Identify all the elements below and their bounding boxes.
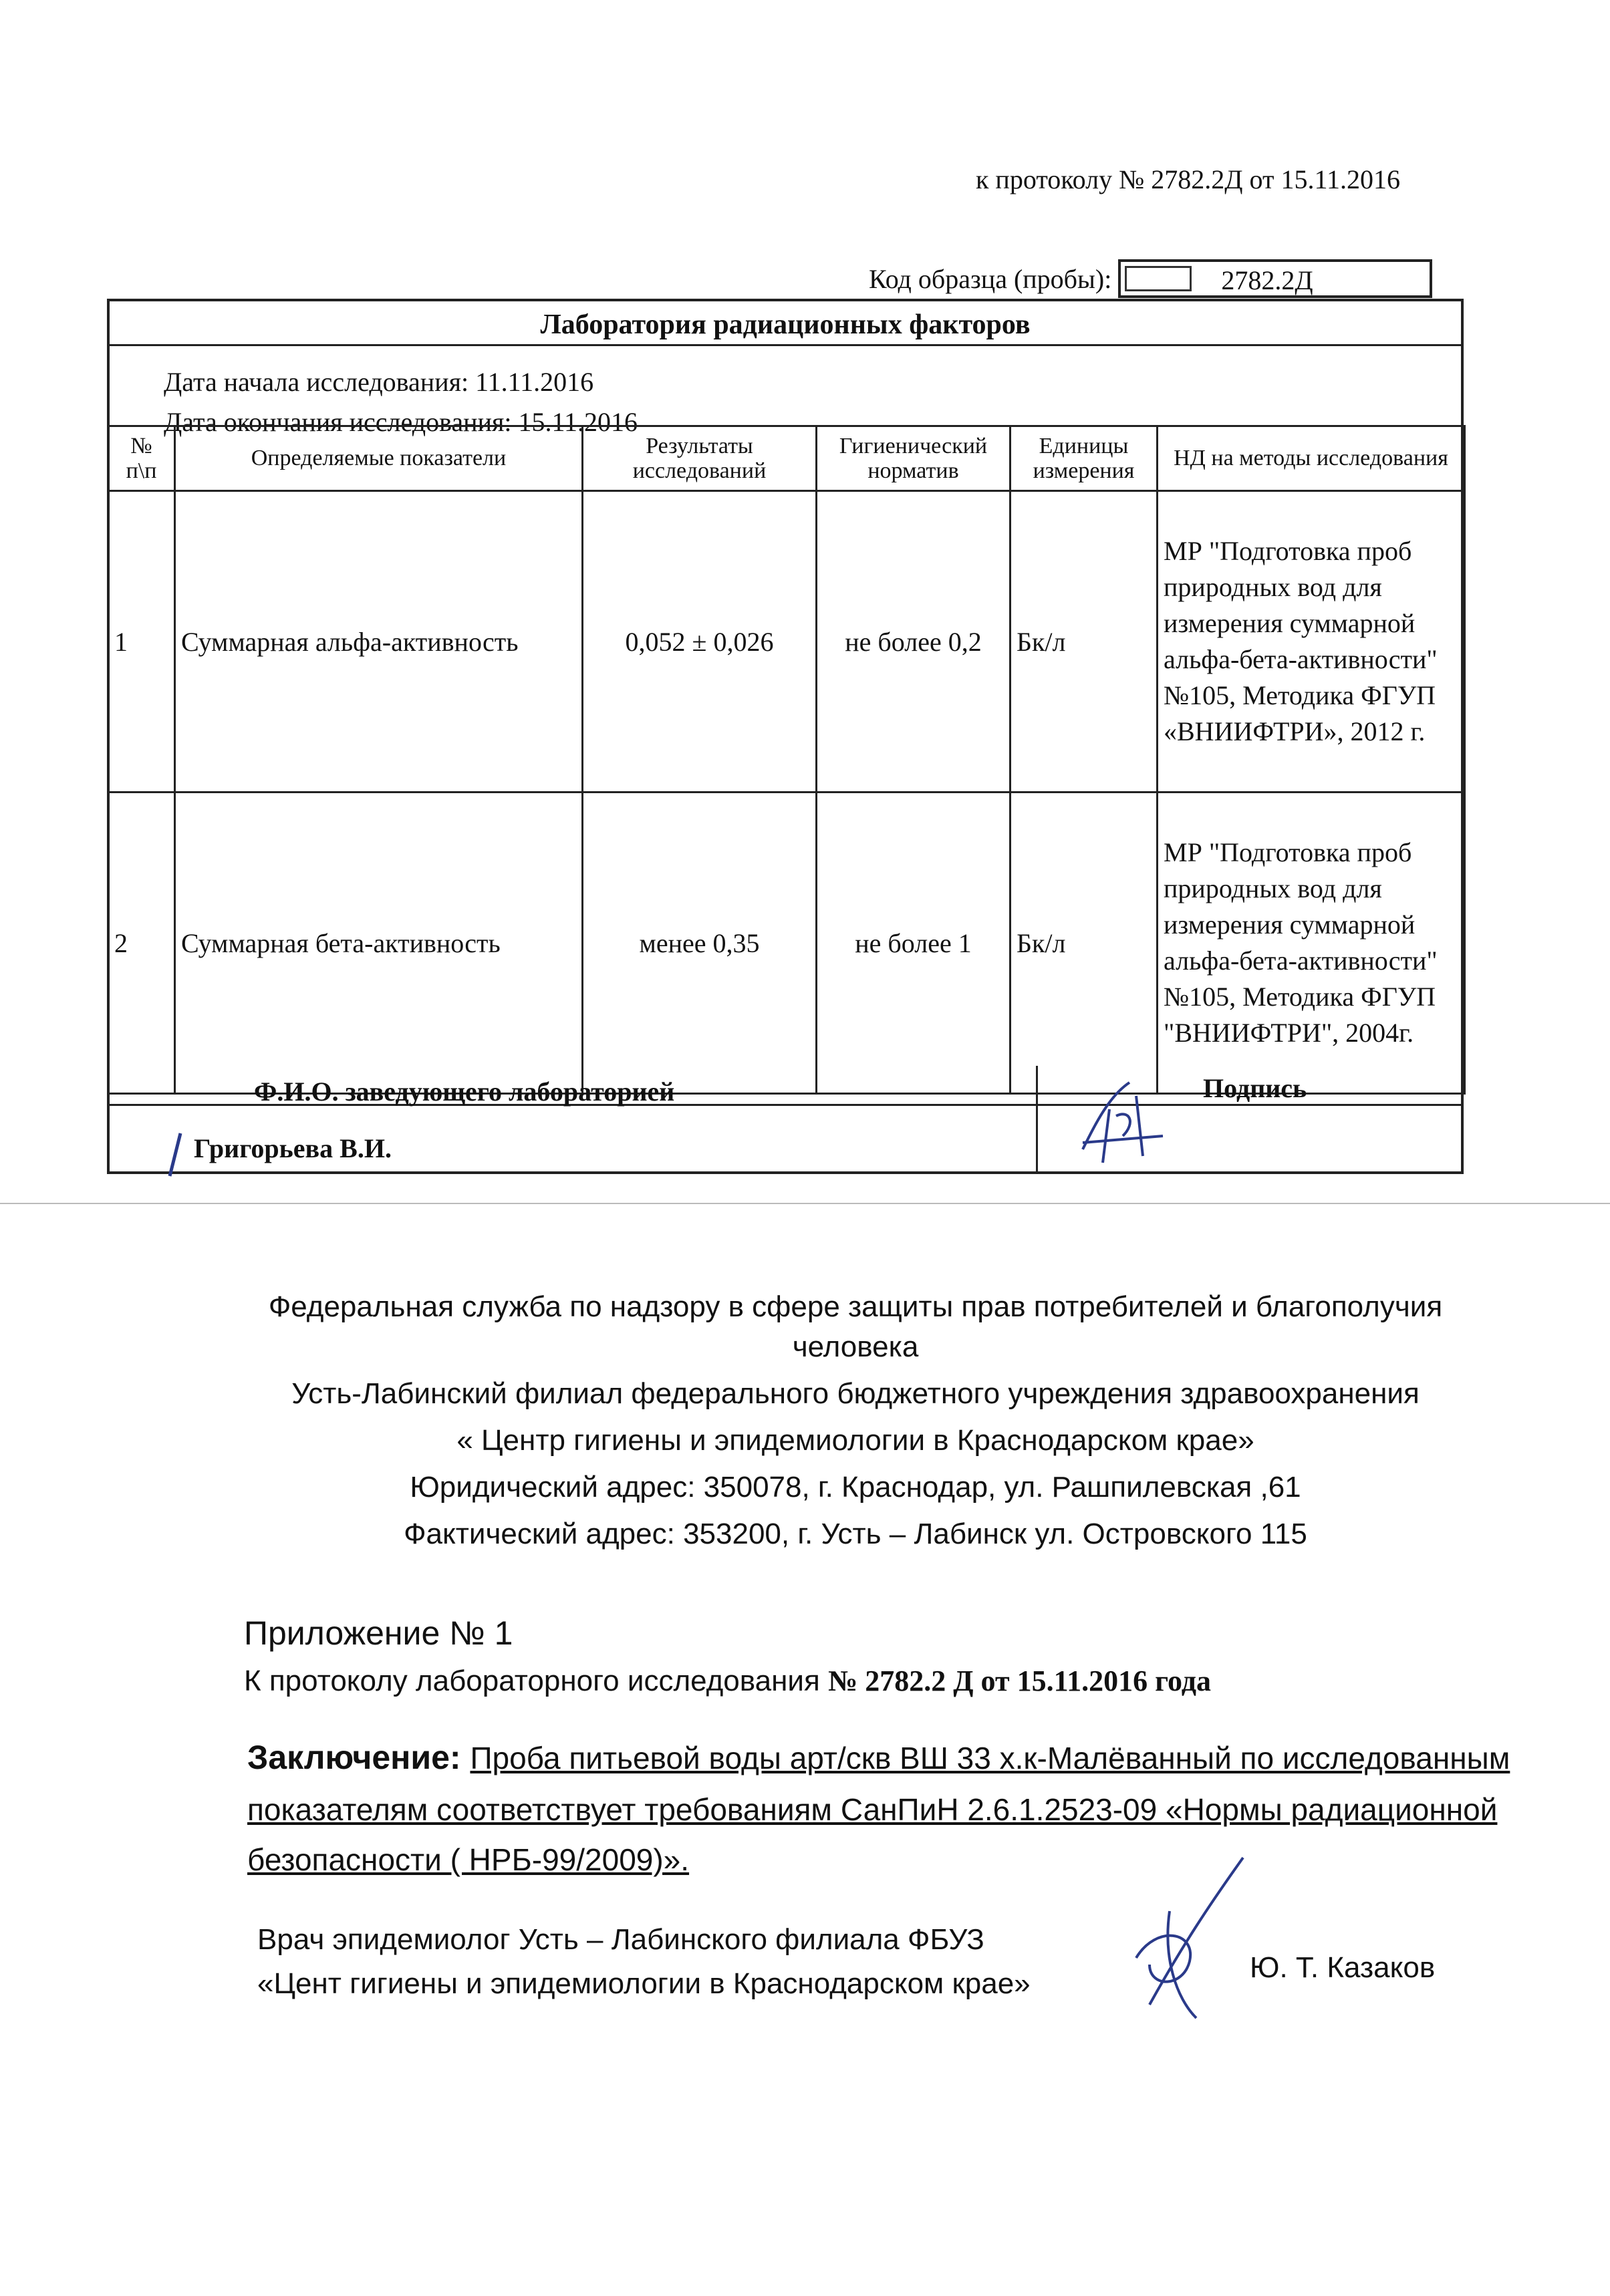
- header-result: Результаты исследований: [583, 426, 817, 491]
- sample-code-inner-box: [1125, 266, 1192, 291]
- row-indicator: Суммарная альфа-активность: [175, 491, 583, 793]
- appendix-protocol-number: № 2782.2 Д от 15.11.2016 года: [828, 1665, 1212, 1697]
- row-unit: Бк/л: [1011, 793, 1158, 1094]
- header-unit: Единицы измерения: [1011, 426, 1158, 491]
- header-method: НД на методы исследования: [1158, 426, 1465, 491]
- row-norm: не более 0,2: [817, 491, 1011, 793]
- row-number: 2: [108, 793, 175, 1094]
- sample-code-value: 2782.2Д: [1221, 265, 1313, 295]
- sample-code-row: [869, 257, 1432, 300]
- legal-address: Юридический адрес: 350078, г. Краснодар, ул. Рашпилевская ,61: [410, 1471, 1301, 1503]
- results-table: [107, 425, 1466, 1095]
- lab-head-signature-icon: [1069, 1069, 1176, 1169]
- title-divider: [107, 344, 1464, 346]
- row-result: 0,052 ± 0,026: [583, 491, 817, 793]
- org-line: человека: [792, 1330, 919, 1363]
- sheet-edge: [0, 1203, 1610, 1204]
- actual-address: Фактический адрес: 353200, г. Усть – Лабинск ул. Островского 115: [404, 1518, 1307, 1550]
- start-date: Дата начала исследования: 11.11.2016: [164, 367, 594, 397]
- pen-tick-icon: [160, 1129, 200, 1183]
- appendix-sub-text: К протоколу лабораторного исследования: [244, 1665, 820, 1697]
- header-norm: Гигиенический норматив: [817, 426, 1011, 491]
- sample-code-label: Код образца (пробы):: [869, 263, 1112, 294]
- row-number: 1: [108, 491, 175, 793]
- conclusion-label: Заключение: [247, 1739, 450, 1776]
- table-row: [108, 793, 1465, 1094]
- doctor-name: Ю. Т. Казаков: [1250, 1951, 1436, 1984]
- lab-head-label: Ф.И.О. заведующего лабораторией: [254, 1077, 675, 1107]
- org-line: « Центр гигиены и эпидемиологии в Краснодарском крае»: [456, 1424, 1254, 1457]
- table-row: [108, 491, 1465, 793]
- appendix-title: Приложение № 1: [244, 1614, 513, 1652]
- org-line: Федеральная служба по надзору в сфере защиты прав потребителей и благополучия: [268, 1290, 1443, 1323]
- row-method: МР "Подготовка проб природных вод для измерения суммарной альфа-бета-активности" №105, Методика ФГУП "ВНИИФТРИ", 2004г.: [1158, 793, 1465, 1094]
- sample-code-box: [1118, 259, 1432, 298]
- protocol-reference: к протоколу № 2782.2Д от 15.11.2016: [976, 164, 1401, 194]
- conclusion: Заключение: Проба питьевой воды арт/скв ВШ 33 х.к-Малёванный по исследованным показателям соответствует требованиям СанПиН 2.6.1.2523-09 «Нормы радиационной безопасности ( НРБ-99/2009)».: [247, 1739, 1510, 1877]
- row-method: МР "Подготовка проб природных вод для измерения суммарной альфа-бета-активности" №105, Методика ФГУП «ВНИИФТРИ», 2012 г.: [1158, 491, 1465, 793]
- conclusion-text: Проба питьевой воды арт/скв ВШ 33 х.к-Малёванный по исследованным показателям соответствует требованиям СанПиН 2.6.1.2523-09 «Нормы радиационной безопасности ( НРБ-99/2009)».: [247, 1741, 1510, 1877]
- appendix-subtitle: [244, 1664, 1211, 1698]
- doctor-signature-icon: [1109, 1844, 1270, 2045]
- row-result: менее 0,35: [583, 793, 817, 1094]
- row-unit: Бк/л: [1011, 491, 1158, 793]
- row-norm: не более 1: [817, 793, 1011, 1094]
- row-indicator: Суммарная бета-активность: [175, 793, 583, 1094]
- header-indicator: Определяемые показатели: [175, 426, 583, 491]
- header-number: № п\п: [108, 426, 175, 491]
- end-date: Дата окончания исследования: 15.11.2016: [164, 407, 638, 437]
- table-header-row: [108, 426, 1465, 491]
- lab-head-name: Григорьева В.И.: [194, 1133, 392, 1163]
- signature-label: Подпись: [1203, 1073, 1307, 1103]
- org-line: Усть-Лабинский филиал федерального бюджетного учреждения здравоохранения: [291, 1377, 1420, 1410]
- lab-title: Лаборатория радиационных факторов: [540, 309, 1031, 340]
- footer-separator: [1036, 1066, 1038, 1173]
- doctor-position: Врач эпидемиолог Усть – Лабинского филиала ФБУЗ «Цент гигиены и эпидемиологии в Краснодарском крае»: [257, 1923, 1031, 2000]
